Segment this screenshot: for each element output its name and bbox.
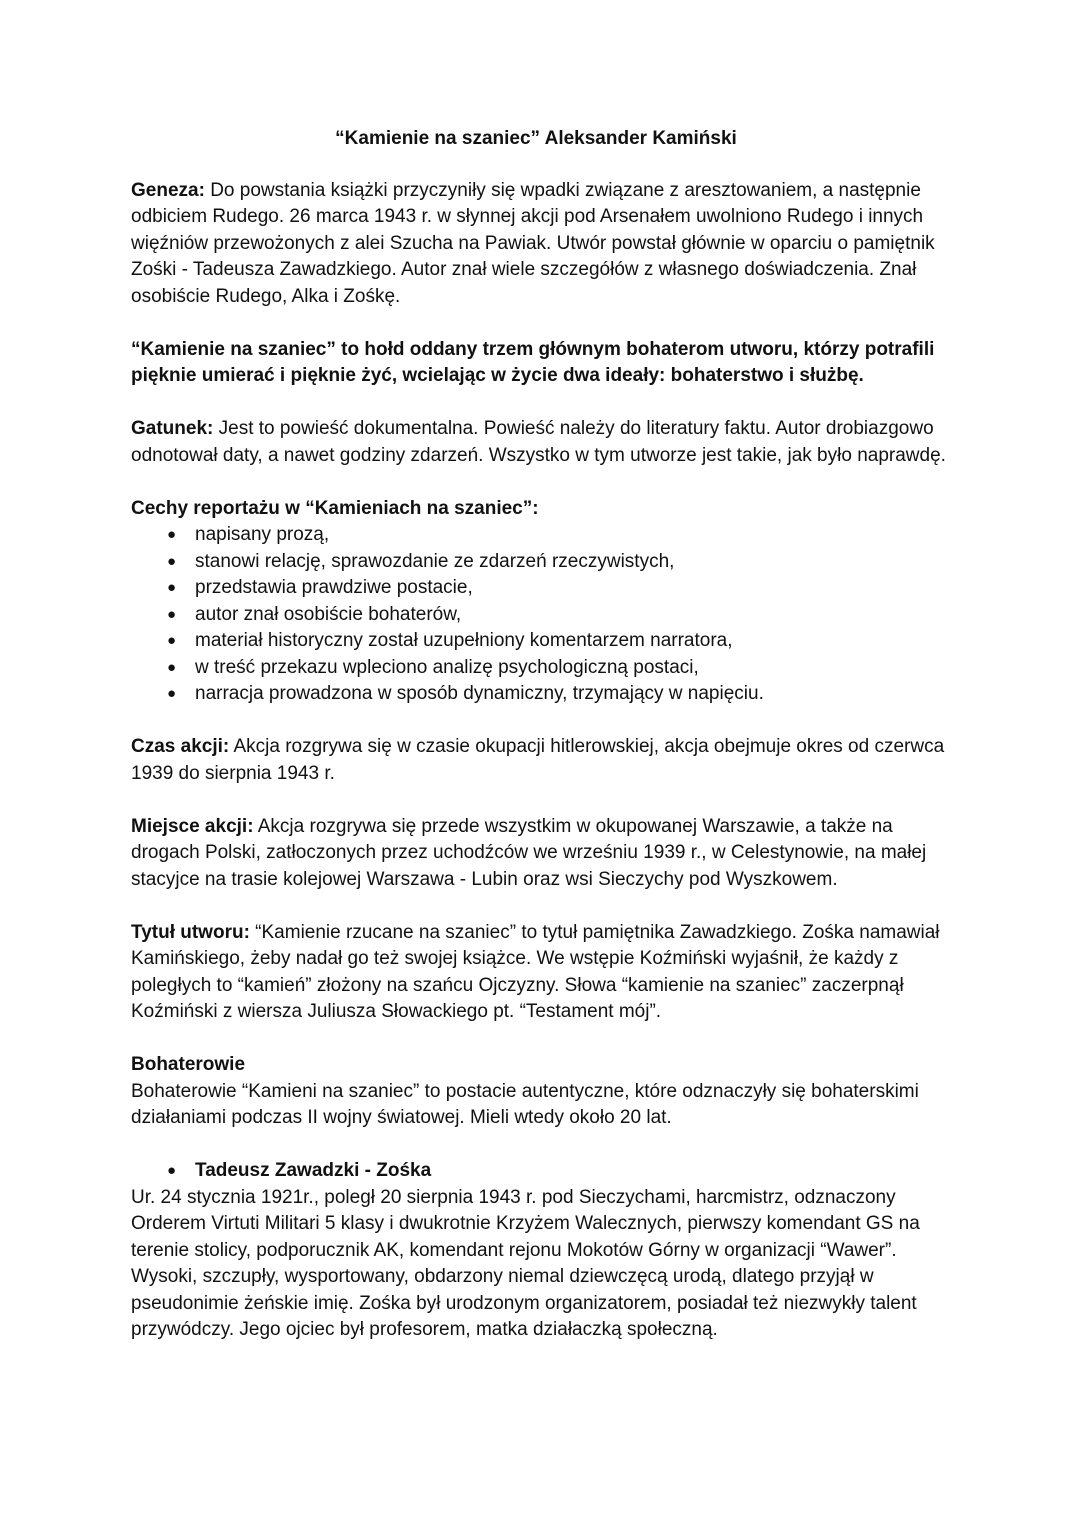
bullet-icon: ● — [167, 632, 177, 649]
zoska-heading-text: Tadeusz Zawadzki - Zośka — [195, 1160, 432, 1181]
geneza-text: Do powstania książki przyczyniły się wpadki związane z aresztowaniem, a następnie odbiciem Rudego. 26 marca 1943 r. w słynnej akcji pod Arsenałem uwolniono Rudego i innych więźniów przewożonych z alei Szucha na Pawiak. Utwór powstał głównie w oparciu o pamiętnik Zośki - Tadeusza Zawadzkiego. Autor znał wiele szczegółów z własnego doświadczenia. Znał osobiście Rudego, Alka i Zośkę. — [131, 179, 935, 307]
bohaterowie-heading: Bohaterowie — [131, 1054, 246, 1075]
bohaterowie-paragraph: Bohaterowie “Kamieni na szaniec” to postacie autentyczne, które odznaczyły się bohaterskimi działaniami podczas II wojny światowej. Mieli wtedy około 20 lat. — [131, 1080, 919, 1128]
gatunek-paragraph — [131, 416, 961, 469]
list-item: ● stanowi relację, sprawozdanie ze zdarzeń rzeczywistych, — [195, 549, 961, 576]
bullet-icon: ● — [167, 605, 177, 623]
tytul-paragraph — [131, 920, 961, 1026]
list-item: ● napisany prozą, — [195, 522, 961, 549]
list-item: ● materiał historyczny został uzupełniony komentarzem narratora, — [195, 628, 961, 655]
bullet-icon: ● — [167, 579, 177, 596]
document-page — [131, 126, 961, 1370]
cechy-heading: Cechy reportażu w “Kamieniach na szaniec”: — [131, 497, 539, 519]
gatunek-label: Gatunek: — [131, 418, 214, 439]
miejsce-paragraph — [131, 814, 961, 894]
tytul-text: “Kamienie rzucane na szaniec” to tytuł pamiętnika Zawadzkiego. Zośka namawiał Kamińskiego, żeby nadał go też swojej książce. We wstępie Koźmiński wyjaśnił, że każdy z poległych to “kamień” złożony na szańcu Ojczyzny. Słowa “kamienie na szaniec” zaczerpnął Koźmiński z wiersza Juliusza Słowackiego pt. “Testament mój”. — [131, 921, 940, 1022]
miejsce-text: Akcja rozgrywa się przede wszystkim w okupowanej Warszawie, a także na drogach Polski, zatłoczonych przez uchodźców we wrześniu 1939 r., w Celestynowie, na małej stacyjce na trasie kolejowej Warszawa - Lubin oraz wsi Sieczychy pod Wyszkowem. — [131, 815, 927, 890]
list-item: ● przedstawia prawdziwe postacie, — [195, 575, 961, 602]
geneza-label: Geneza: — [131, 179, 205, 201]
bullet-icon: ● — [167, 685, 177, 702]
cechy-list — [131, 522, 961, 708]
miejsce-label: Miejsce akcji: — [131, 815, 254, 837]
hold-paragraph — [131, 337, 961, 390]
zoska-paragraph: Ur. 24 stycznia 1921r., poległ 20 sierpnia 1943 r. pod Sieczychami, harcmistrz, odznaczony Orderem Virtuti Militari 5 klasy i dwukrotnie Krzyżem Walecznych, pierwszy komendant GS na terenie stolicy, podporucznik AK, komendant rejonu Mokotów Górny w organizacji “Wawer”. Wysoki, szczupły, wysportowany, obdarzony niemal dziewczęcą urodą, dlatego przyjął w pseudonimie żeńskie imię. Zośka był urodzonym organizatorem, posiadał też niezwykły talent przywódczy. Jego ojciec był profesorem, matka działaczką społeczną. — [131, 1186, 920, 1340]
bullet-icon: ● — [167, 526, 177, 543]
geneza-paragraph — [131, 178, 961, 311]
list-item: ● narracja prowadzona w sposób dynamiczny, trzymający w napięciu. — [195, 681, 961, 708]
hold-text: “Kamienie na szaniec” to hołd oddany trzem głównym bohaterom utworu, którzy potrafili pięknie umierać i pięknie żyć, wcielając w życie dwa ideały: bohaterstwo i służbę. — [131, 338, 935, 386]
bullet-icon: ● — [167, 1162, 177, 1179]
gatunek-text: Jest to powieść dokumentalna. Powieść należy do literatury faktu. Autor drobiazgowo odnotował daty, a nawet godziny zdarzeń. Wszystko w tym utworze jest takie, jak było naprawdę. — [131, 418, 946, 466]
list-item: ● w treść przekazu wpleciono analizę psychologiczną postaci, — [195, 655, 961, 682]
bullet-icon: ● — [167, 658, 177, 676]
zoska-heading — [131, 1158, 961, 1185]
bullet-icon: ● — [167, 552, 177, 570]
czas-label: Czas akcji: — [131, 736, 230, 757]
tytul-label: Tytuł utworu: — [131, 921, 250, 943]
list-item: ● autor znał osobiście bohaterów, — [195, 602, 961, 629]
czas-text: Akcja rozgrywa się w czasie okupacji hitlerowskiej, akcja obejmuje okres od czerwca 1939 do sierpnia 1943 r. — [131, 736, 945, 784]
document-title: “Kamienie na szaniec” Aleksander Kamiński — [335, 128, 737, 149]
czas-paragraph — [131, 734, 961, 787]
